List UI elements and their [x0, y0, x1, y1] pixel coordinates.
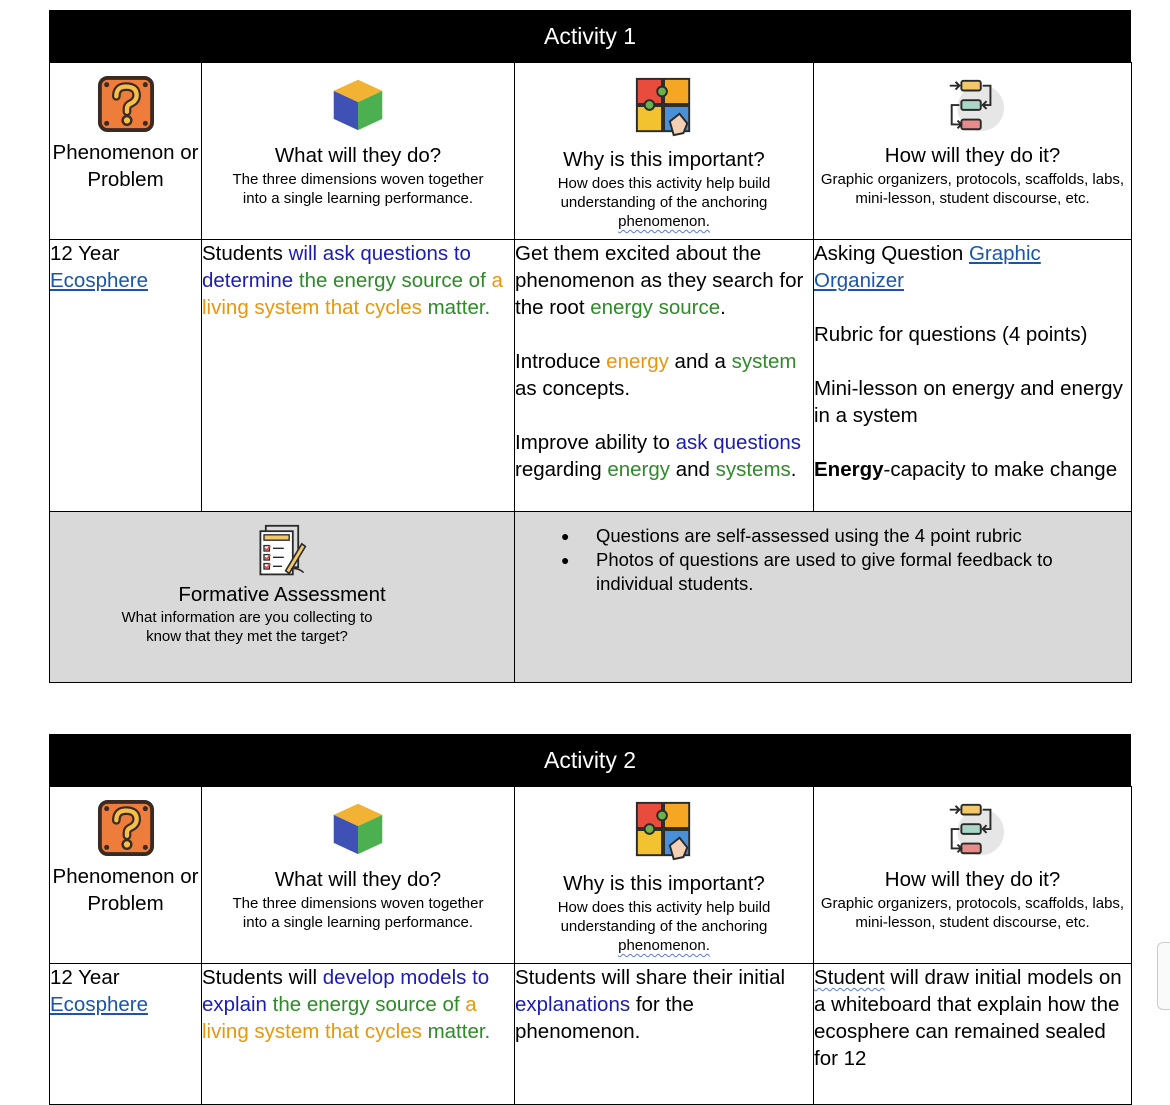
how-text: Student will draw initial models on a whiteboard that explain how the ecosphere can remained sealed for 12	[814, 966, 1122, 1070]
why-paragraph-2: Introduce energy and a system as concepts.	[515, 350, 797, 400]
phenomenon-text: 12 Year	[50, 966, 120, 989]
why-cell	[515, 240, 814, 512]
activity-title: Activity 2	[49, 734, 1131, 786]
how-subheading: Graphic organizers, protocols, scaffolds, labs, mini-lesson, student discourse, etc.	[820, 171, 1125, 207]
assessment-subtitle: What information are you collecting to know that they met the target?	[121, 609, 373, 645]
checklist-icon	[255, 524, 309, 578]
assessment-bullet: ● Photos of questions are used to give formal feedback to individual students.	[596, 548, 1111, 596]
activity-title: Activity 1	[49, 10, 1131, 62]
how-cell	[814, 964, 1132, 1105]
puzzle-icon	[633, 799, 695, 861]
why-header-cell	[515, 63, 814, 240]
what-subheading: The three dimensions woven together into a single learning performance.	[232, 895, 484, 931]
how-header-cell	[814, 787, 1132, 964]
what-header-cell	[202, 63, 515, 240]
activity-2-section	[49, 734, 1131, 1105]
why-header-cell	[515, 787, 814, 964]
what-header-cell	[202, 787, 515, 964]
phenomenon-heading: Phenomenon or Problem	[52, 865, 199, 915]
flowchart-icon	[942, 799, 1004, 861]
activity-1-section	[49, 10, 1131, 683]
why-subheading: How does this activity help build understanding of the anchoring phenomenon.	[557, 899, 771, 954]
flowchart-icon	[942, 75, 1004, 137]
phenomenon-heading: Phenomenon or Problem	[52, 141, 199, 191]
how-subheading: Graphic organizers, protocols, scaffolds, labs, mini-lesson, student discourse, etc.	[820, 895, 1125, 931]
formative-assessment-cell	[50, 512, 515, 683]
scroll-handle[interactable]	[1157, 942, 1170, 1010]
how-paragraph-2: Rubric for questions (4 points)	[814, 323, 1088, 346]
why-heading: Why is this important?	[563, 872, 765, 895]
how-paragraph-4: Energy-capacity to make change	[814, 458, 1118, 481]
phenomenon-text: 12 Year	[50, 242, 120, 265]
phenomenon-header-cell	[50, 63, 202, 240]
phenomenon-cell	[50, 964, 202, 1105]
assessment-notes-cell	[515, 512, 1132, 683]
how-paragraph-3: Mini-lesson on energy and energy in a system	[814, 377, 1123, 427]
cube-icon	[330, 75, 386, 133]
assessment-bullets	[515, 512, 1131, 596]
what-cell	[202, 240, 515, 512]
why-heading: Why is this important?	[563, 148, 765, 171]
activity-1-table	[49, 62, 1132, 683]
cube-icon	[330, 799, 386, 857]
why-text: Students will share their initial explanations for the phenomenon.	[515, 966, 786, 1043]
puzzle-icon	[633, 75, 695, 137]
assessment-bullet: ● Questions are self-assessed using the 4 point rubric	[596, 524, 1111, 548]
activity-2-table	[49, 786, 1132, 1105]
what-heading: What will they do?	[274, 144, 442, 167]
phenomenon-cell	[50, 240, 202, 512]
what-heading: What will they do?	[274, 868, 442, 891]
why-cell	[515, 964, 814, 1105]
graphic-organizer-link[interactable]: Graphic Organizer	[814, 242, 1041, 292]
how-cell	[814, 240, 1132, 512]
what-text: Students will ask questions to determine the energy source of a living system that cycles matter.	[202, 242, 503, 319]
phenomenon-header-cell	[50, 787, 202, 964]
why-paragraph-3: Improve ability to ask questions regarding energy and systems.	[515, 431, 802, 481]
how-heading: How will they do it?	[884, 868, 1061, 891]
what-text: Students will develop models to explain the energy source of a living system that cycles matter.	[202, 966, 491, 1043]
ecosphere-link[interactable]: Ecosphere	[50, 269, 149, 292]
how-paragraph-1: Asking Question Graphic Organizer	[814, 242, 1041, 292]
what-subheading: The three dimensions woven together into a single learning performance.	[232, 171, 484, 207]
question-block-icon	[97, 75, 155, 133]
why-subheading: How does this activity help build understanding of the anchoring phenomenon.	[557, 175, 771, 230]
assessment-title: Formative Assessment	[178, 583, 386, 606]
why-paragraph-1: Get them excited about the phenomenon as they search for the root energy source.	[515, 242, 804, 319]
how-heading: How will they do it?	[884, 144, 1061, 167]
ecosphere-link[interactable]: Ecosphere	[50, 993, 149, 1016]
question-block-icon	[97, 799, 155, 857]
what-cell	[202, 964, 515, 1105]
how-header-cell	[814, 63, 1132, 240]
